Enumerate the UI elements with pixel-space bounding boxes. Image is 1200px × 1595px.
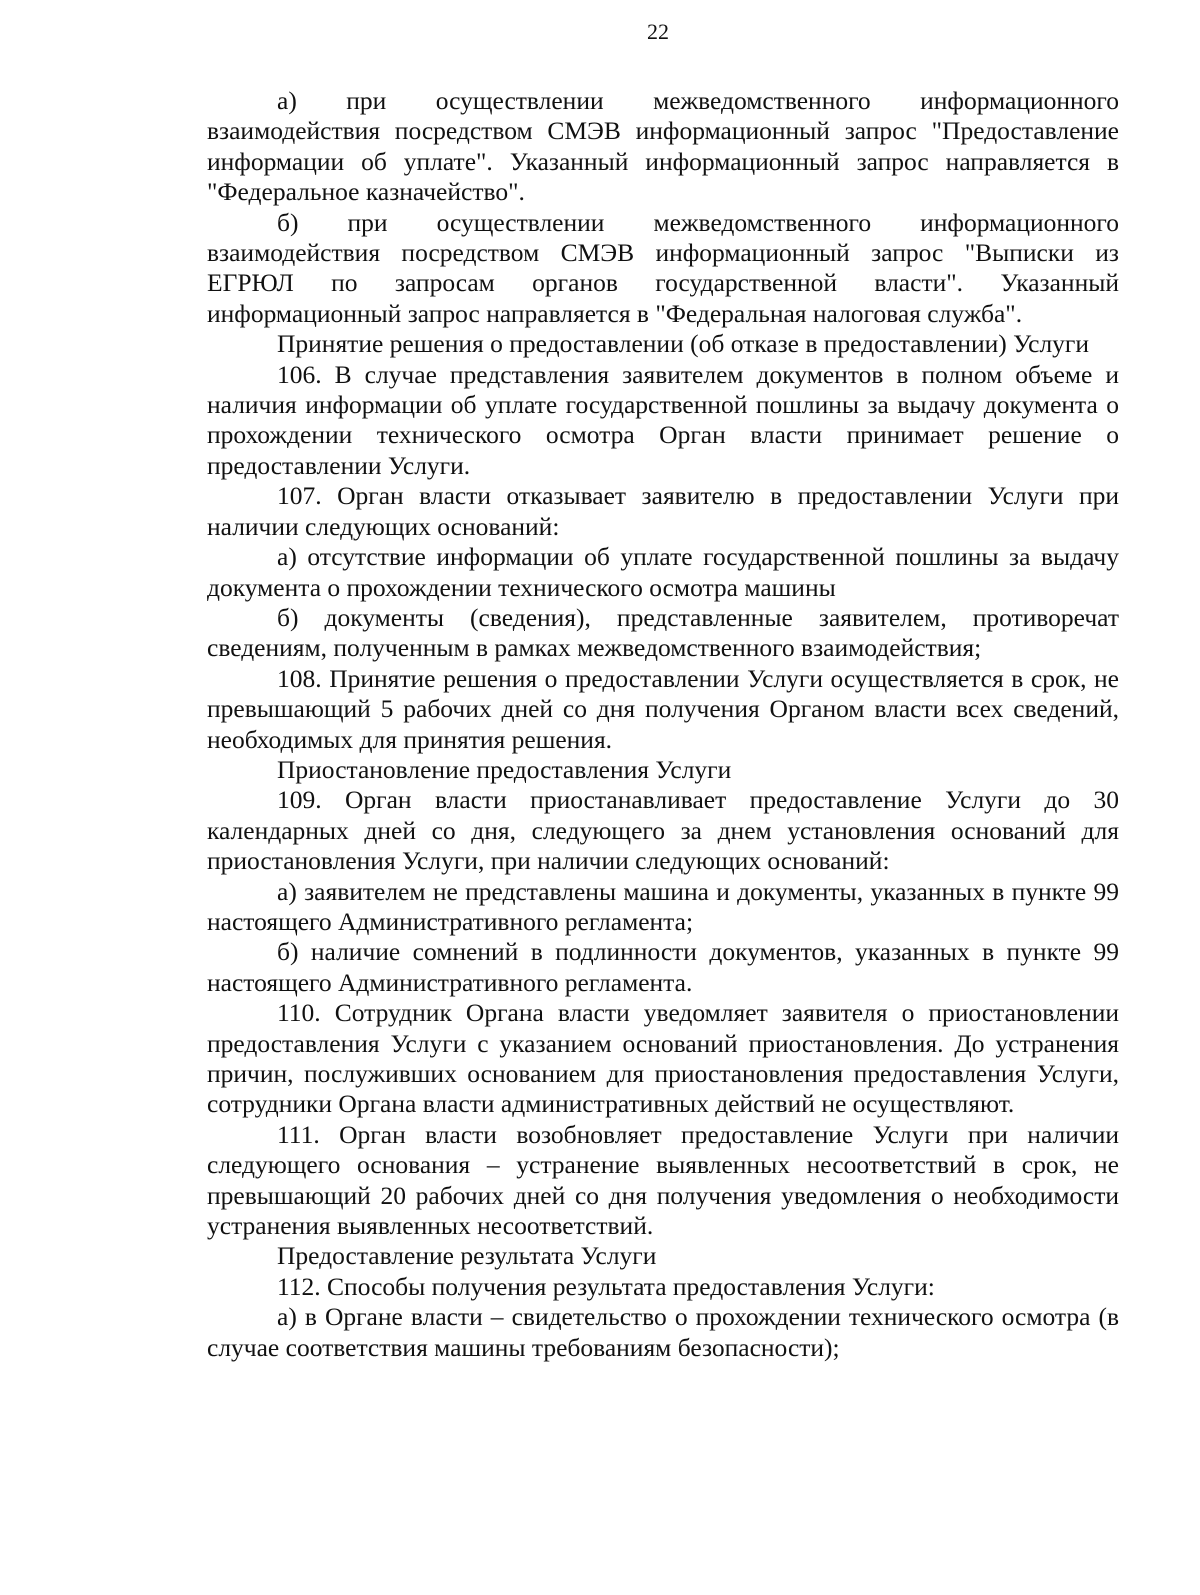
paragraph-107-a: а) отсутствие информации об уплате государственной пошлины за выдачу документа о прохождении технического осмотра машины: [207, 542, 1119, 602]
paragraph-112: 112. Способы получения результата предоставления Услуги:: [277, 1271, 935, 1301]
paragraph-107-b: б) документы (сведения), представленные заявителем, противоречат сведениям, полученным в рамках межведомственного взаимодействия;: [207, 602, 1119, 663]
section-heading-result: Предоставление результата Услуги: [277, 1241, 657, 1271]
paragraph-inquiry-b: б) при осуществлении межведомственного информационного взаимодействия посредством СМЭВ информационный запрос "Выписки из ЕГРЮЛ по запросам органов государственной власти". Указанный информационный запрос направляется в "Федеральная налоговая служба".: [207, 207, 1119, 328]
paragraph-108: 108. Принятие решения о предоставлении Услуги осуществляется в срок, не превышающий 5 рабочих дней со дня получения Органом власти всех сведений, необходимых для принятия решения.: [207, 663, 1119, 754]
paragraph-107: 107. Орган власти отказывает заявителю в предоставлении Услуги при наличии следующих оснований:: [207, 481, 1119, 541]
paragraph-106: 106. В случае представления заявителем документов в полном объеме и наличия информации об уплате государственной пошлины за выдачу документа о прохождении технического осмотра Орган власти принимает решение о предоставлении Услуги.: [207, 359, 1119, 480]
document-body: [207, 86, 1119, 1363]
paragraph-109-b: б) наличие сомнений в подлинности документов, указанных в пункте 99 настоящего Административного регламента.: [207, 937, 1119, 997]
paragraph-110: 110. Сотрудник Органа власти уведомляет заявителя о приостановлении предоставления Услуги с указанием оснований приостановления. До устранения причин, послуживших основанием для приостановления предоставления Услуги, сотрудники Органа власти административных действий не осуществляют.: [207, 998, 1119, 1119]
section-heading-decision: Принятие решения о предоставлении (об отказе в предоставлении) Услуги: [277, 329, 1090, 359]
paragraph-112-a: а) в Органе власти – свидетельство о прохождении технического осмотра (в случае соответствия машины требованиям безопасности);: [207, 1302, 1119, 1362]
page-number: 22: [647, 19, 669, 44]
paragraph-109: 109. Орган власти приостанавливает предоставление Услуги до 30 календарных дней со дня, следующего за днем установления оснований для приостановления Услуги, при наличии следующих оснований:: [207, 785, 1119, 876]
paragraph-inquiry-a: а) при осуществлении межведомственного информационного взаимодействия посредством СМЭВ информационный запрос "Предоставление информации об уплате". Указанный информационный запрос направляется в "Федеральное казначейство".: [207, 86, 1119, 207]
section-heading-suspension: Приостановление предоставления Услуги: [277, 754, 732, 784]
paragraph-109-a: а) заявителем не представлены машина и документы, указанных в пункте 99 настоящего Административного регламента;: [207, 876, 1119, 936]
paragraph-111: 111. Орган власти возобновляет предоставление Услуги при наличии следующего основания – устранение выявленных несоответствий в срок, не превышающий 20 рабочих дней со дня получения уведомления о необходимости устранения выявленных несоответствий.: [207, 1119, 1119, 1241]
